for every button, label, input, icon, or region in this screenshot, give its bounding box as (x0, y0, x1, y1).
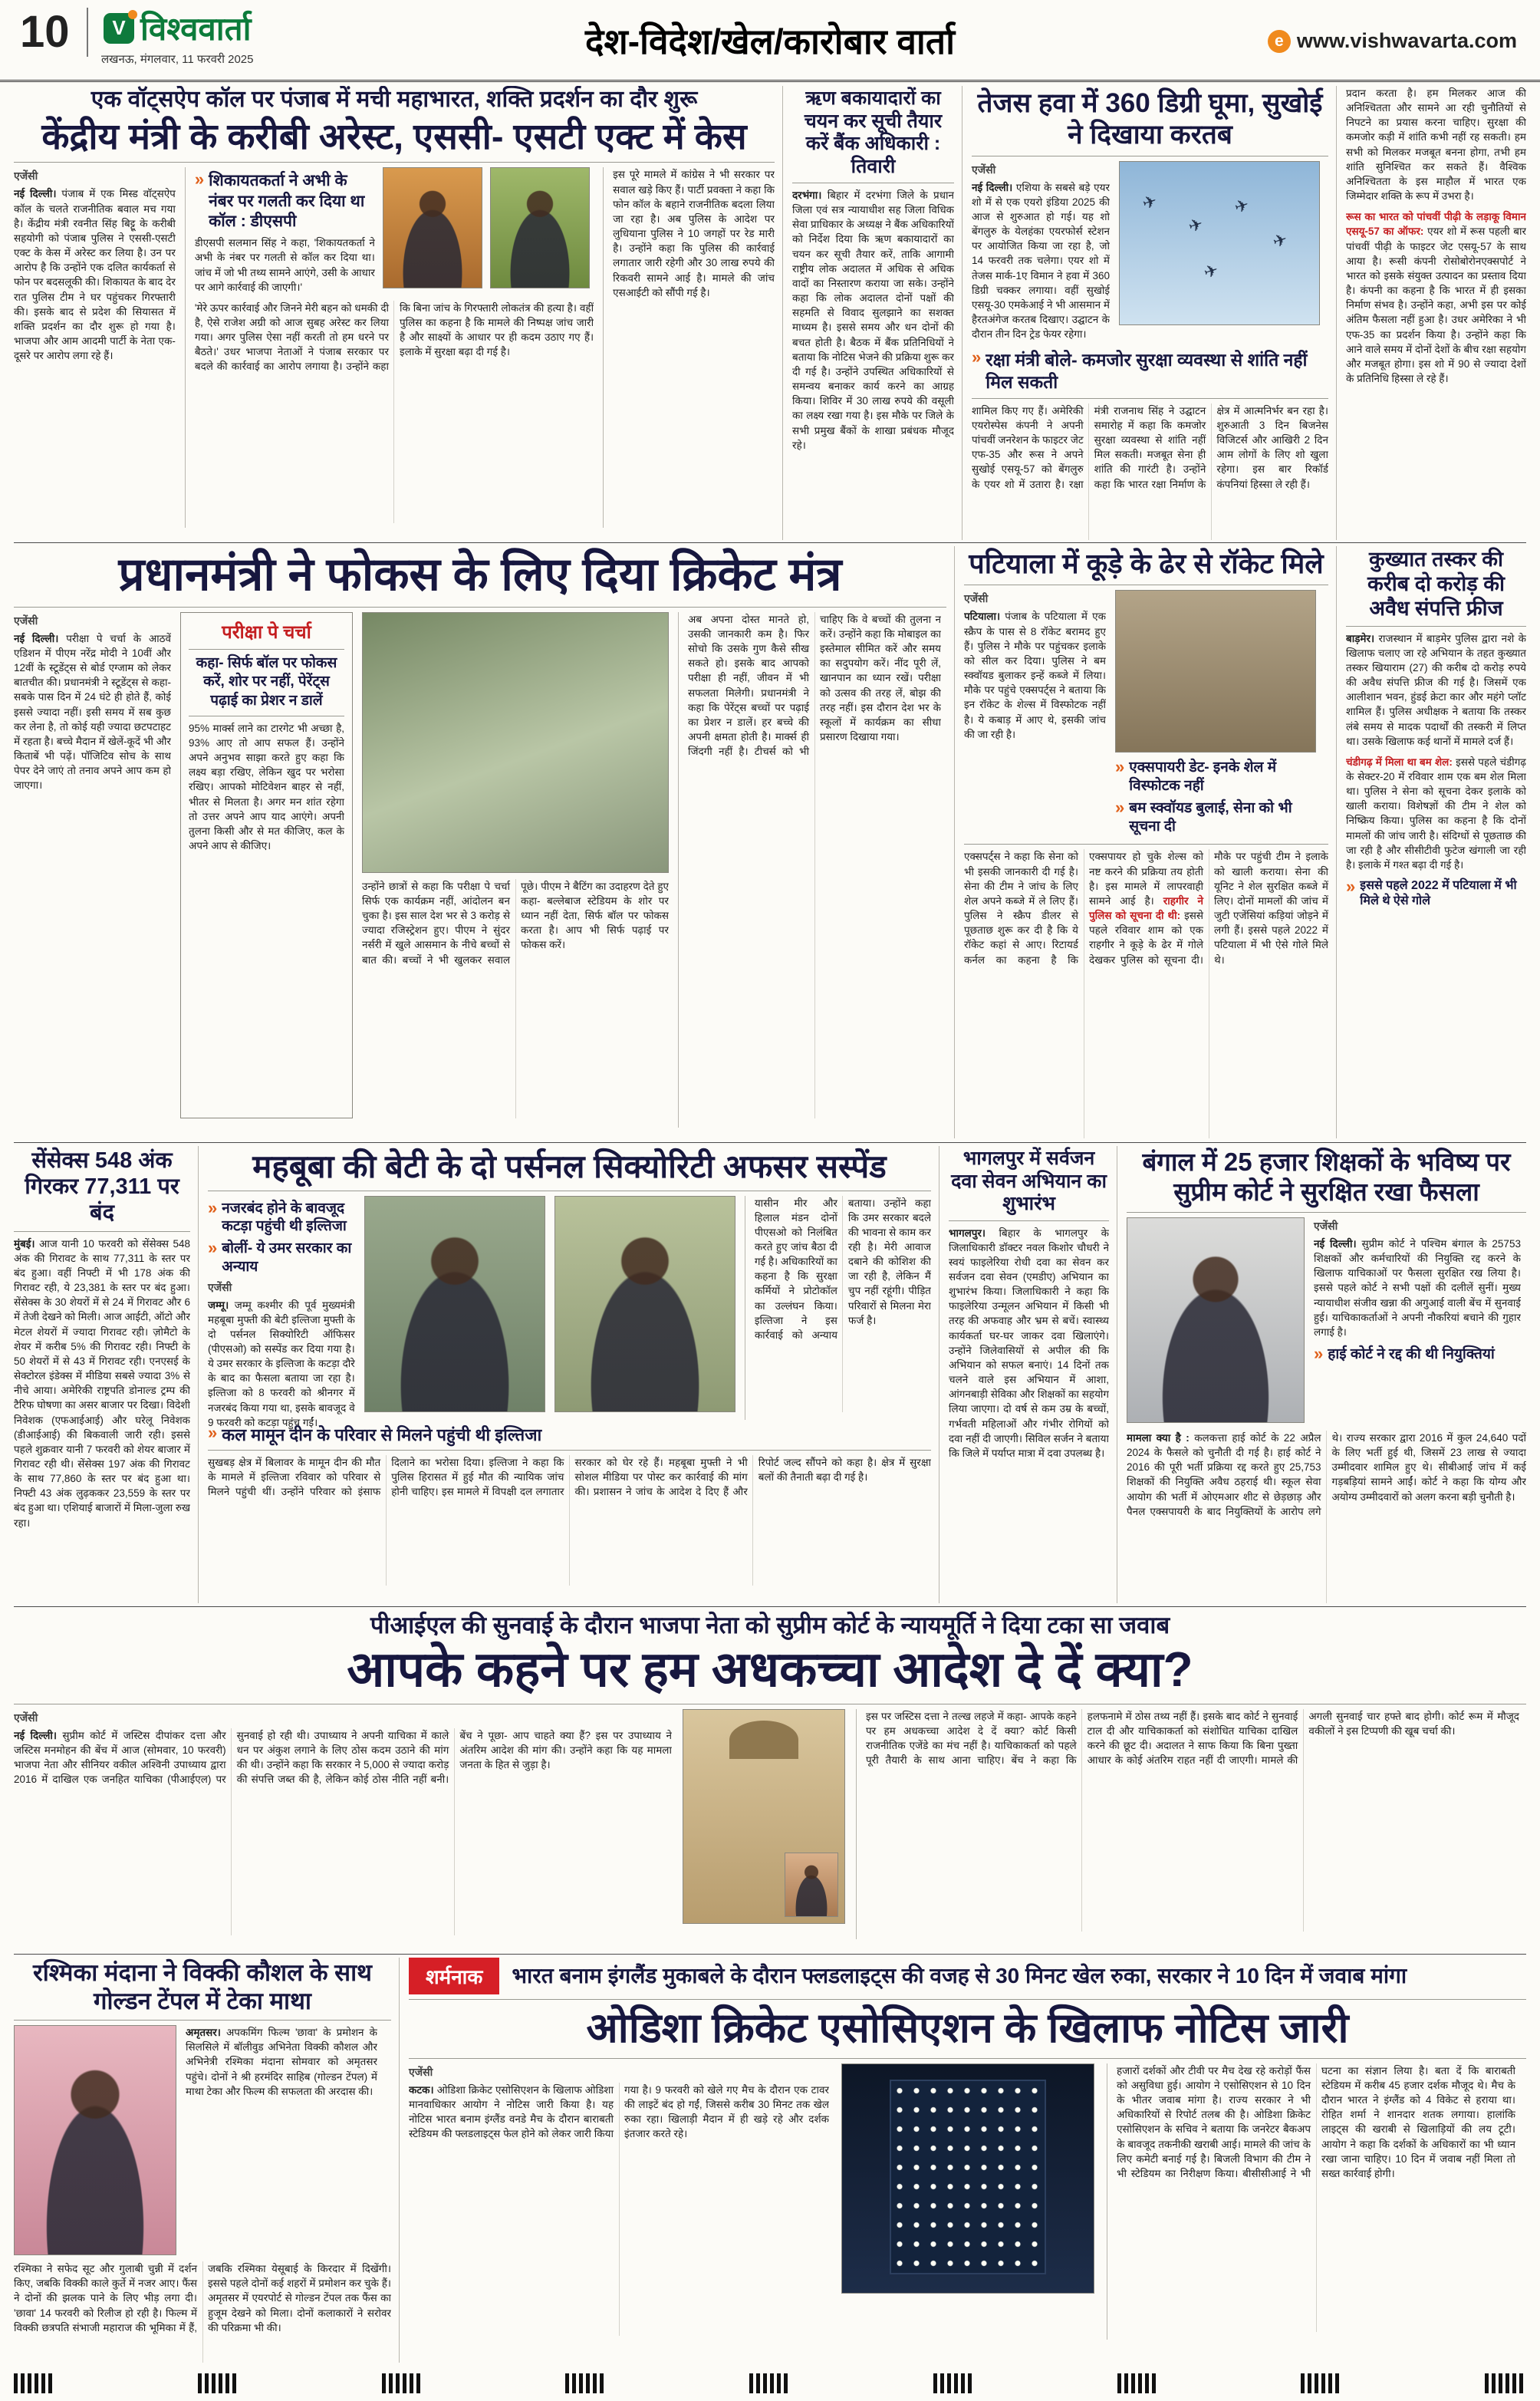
box-body: 95% मार्क्स लाने का टारगेट भी अच्छा है, 93% आए तो आप सफल हैं। उन्होंने अपने अनुभव साझा करते हुए कहा कि लक्ष्य बड़ा रखिए, लेकिन खुद पर भरोसा रखिए। आपको मोटिवेशन बाहर से नहीं, भीतर से मिलता है। अगर मन शांत रहेगा तो उत्तर अपने आप याद आएंगे। अपनी तुलना किसी और से मत कीजिए, कल के अपने आप से कीजिए। (189, 722, 344, 852)
body-text: अपकमिंग फिल्म 'छावा' के प्रमोशन के सिलसिले में बॉलीवुड अभिनेता विक्की कौशल और अभिनेत्री रश्मिका मंदाना सोमवार को अमृतसर पहुंचे। दोनों ने श्री हरमंदिर साहिब (गोल्डन टेंपल) में माथा टेका और फिल्म की सफलता की अरदास की। (186, 2027, 377, 2097)
website-link[interactable] (1268, 29, 1517, 53)
byline: एजेंसी (14, 614, 38, 627)
bullet-headline: एक्सपायरी डेट- इनके शेल में विस्फोटक नहीं (1129, 759, 1277, 795)
chevron-bullet-icon: » (1346, 877, 1356, 897)
divider (14, 1606, 1526, 1607)
print-mark (933, 2373, 975, 2393)
article-kicker: एक वॉट्सऐप कॉल पर पंजाब में मची महाभारत, शक्ति प्रदर्शन का दौर शुरू (90, 87, 698, 112)
bullet-headline: बम स्क्वॉयड बुलाई, सेना को भी सूचना दी (1129, 799, 1292, 835)
dateline: भागलपुर। (949, 1227, 986, 1239)
photo-iltija-mufti (364, 1196, 545, 1412)
body-text: हजारों दर्शकों और टीवी पर मैच देख रहे करोड़ों फैंस को असुविधा हुई। आयोग ने एसोसिएशन से 10 दिन के भीतर जवाब मांगा है। राज्य सरकार ने भी अधिकारियों से रिपोर्ट तलब की है। ओडिशा क्रिकेट एसोसिएशन के सचिव ने बताया कि जनरेटर बैकअप के बावजूद तकनीकी खराबी आई। मामले की जांच के लिए कमेटी बनाई गई है। बिजली विभाग की टीम ने भी स्टेडियम का निरीक्षण किया। (1117, 2064, 1311, 2179)
photo-fighter-jets (1119, 161, 1320, 325)
print-mark (198, 2373, 239, 2393)
chevron-bullet-icon: » (208, 1197, 218, 1217)
sharmnaak-strip (409, 1958, 1526, 1994)
body-text: रश्मिका ने सफेद सूट और गुलाबी चुन्नी में दर्शन किए, जबकि विक्की काले कुर्ते में नजर आए। फैंस ने दोनों की झलक पाने के लिए भीड़ लगा दी। 'छावा' 14 फरवरी को रिलीज हो रही है। फिल्म में विक्की छत्रपति संभाजी महाराज की भूमिका में हैं, जबकि रश्मिका येसूबाई के किरदार में दिखेंगी। इससे पहले दोनों कई शहरों में प्रमोशन कर चुके हैं। अमृतसर में एयरपोर्ट से गोल्डन टेंपल तक फैंस का हुजूम देखने को मिला। दोनों कलाकारों ने सरोवर की परिक्रमा भी की। (14, 2263, 391, 2333)
article-kicker: पीआईएल की सुनवाई के दौरान भाजपा नेता को सुप्रीम कोर्ट के न्यायमूर्ति ने दिया टका सा जवाब (370, 1612, 1170, 1639)
court-dome-icon (729, 1721, 798, 1759)
body-text: बिहार में दरभंगा जिले के प्रधान जिला एवं सत्र न्यायाधीश सह जिला विधिक सेवा प्राधिकार के अध्यक्ष ने बैंक अधिकारियों को निर्देश दिया कि ऋण बकायादारों का चयन कर सूची तैयार करें, ताकि आगामी राष्ट्रीय लोक अदालत में अधिक से अधिक वादों का निस्तारण कराया जा सके। उन्होंने कहा कि लोक अदालत दोनों पक्षों की सहमति से विवाद सुलझाने का सशक्त माध्यम है। इससे समय और धन दोनों की बचत होती है। बैठक में बैंक प्रतिनिधियों ने बताया कि नोटिस भेजने की प्रक्रिया शुरू कर दी गई है। उन्होंने उपस्थित अधिकारियों से समन्वय बनाकर कार्य करने का आग्रह किया। शिविर में 30 लाख रुपये की वसूली का लक्ष्य रखा गया है। इस मौके पर जिले के सभी प्रमुख बैंकों के शाखा प्रबंधक मौजूद रहे। (792, 189, 954, 451)
dateline: अमृतसर। (186, 2027, 221, 2039)
byline: एजेंसी (409, 2065, 433, 2078)
article-headline: सेंसेक्स 548 अंक गिरकर 77,311 पर बंद (25, 1148, 179, 1226)
print-mark (1117, 2373, 1159, 2393)
byline: एजेंसी (1314, 1219, 1338, 1232)
body-text: जम्मू कश्मीर की पूर्व मुख्यमंत्री महबूबा मुफ्ती की बेटी इल्तिजा मुफ्ती के दो पर्सनल सिक्योरिटी ऑफिसर (पीएसओ) को सस्पेंड कर दिया गया है। ये उमर सरकार के इल्तिजा के कटड़ा दौरे के बाद का फैसला बताया जा रहा है। इल्तिजा को 8 फरवरी को श्रीनगर में नजरबंद किया गया था, इसके बावजूद वे 9 फरवरी को कटड़ा पहुंच गईं। (208, 1299, 355, 1428)
body-text: सुप्रीम कोर्ट ने पश्चिम बंगाल के 25753 शिक्षकों और कर्मचारियों की नियुक्ति रद्द करने के खिलाफ याचिकाओं पर फैसला सुरक्षित रख लिया है। इससे पहले कोर्ट ने सभी पक्षों की दलीलें सुनीं। मुख्य न्यायाधीश संजीव खन्ना की अगुआई वाली बेंच में सुनवाई हुई। याचिकाकर्ताओं ने अपनी नौकरियां बचाने की गुहार लगाई है। (1314, 1237, 1521, 1338)
print-mark (565, 2373, 607, 2393)
article-bhagalpur-mda (939, 1146, 1109, 1603)
photo-rashmika-mandanna (14, 2025, 176, 2255)
photo-rocket-debris (1115, 590, 1316, 753)
byline: एजेंसी (14, 170, 38, 183)
divider (14, 542, 1526, 543)
globe-icon: e (1268, 30, 1291, 53)
photo-cm-portrait (490, 167, 590, 288)
body-text: एयर शो में रूस पहली बार पांचवीं पीढ़ी के फाइटर जेट एसयू-57 के साथ आया है। रूसी कंपनी रोसोबोरोनएक्सपोर्ट ने भारत को इसके संयुक्त उत्पादन का प्रस्ताव दिया है। कंपनी का कहना है कि भारत में ही इसका निर्माण संभव है। उन्होंने कहा, अभी इस पर कोई अंतिम फैसला नहीं हुआ है। उधर अमेरिका ने भी एफ-35 का प्रदर्शन किया है। उन्होंने कहा कि आने वाले समय में दोनों देशों के बीच रक्षा सहयोग और मजबूत होगा। इस शो में 90 से ज्यादा देशों के प्रतिनिधि हिस्सा ले रहे हैं। (1346, 226, 1526, 384)
body-text: पंजाब के पटियाला में एक स्क्रैप के पास से 8 रॉकेट बरामद हुए हैं। पुलिस ने मौके पर पहुंचकर इलाके को सील कर दिया। पुलिस ने बम स्क्वॉयड बुलाकर इन्हें कब्जे में लिया। मौके पर पहुंचे एक्सपर्ट्स ने बताया कि इन रॉकेट के शेल्स में विस्फोटक नहीं है। ये कबाड़ में आए थे, इसकी जांच की जा रही है। (964, 611, 1106, 740)
body-text: एक्सपर्ट्स ने कहा कि सेना को भी इसकी जानकारी दी गई है। सेना की टीम ने जांच के लिए शेल अपने कब्जे में ले लिए हैं। पुलिस ने स्क्रैप डीलर से पूछताछ शुरू कर दी है कि ये रॉकेट कहां से आए। रिटायर्ड कर्नल का कहना है कि एक्सपायर हो चुके शेल्स को नष्ट करने की प्रक्रिया तय होती है। इस मामले में लापरवाही सामने आई है। (964, 851, 1203, 966)
masthead (0, 0, 1540, 82)
box-label: परीक्षा पे चर्चा (222, 621, 311, 643)
print-mark (1485, 2373, 1526, 2393)
body-text: पंजाब में एक मिस्ड वॉट्सऐप कॉल के चलते राजनीतिक बवाल मच गया है। केंद्रीय मंत्री रवनीत सिंह बिट्टू के करीबी सहयोगी को पंजाब पुलिस ने एससी-एसटी एक्ट के केस में अरेस्ट कर लिया है। उन पर आरोप है कि उन्होंने एक दलित कार्यकर्ता से फोन पर बदसलूकी की। शिकायत के बाद देर रात पुलिस टीम ने घर पहुंचकर गिरफ्तारी की। इसके बाद से प्रदेश की सियासत में शक्ति प्रदर्शन का दौर शुरू हो गया है। भाजपा और आम आदमी पार्टी के नेता एक-दूसरे पर आरोप लगा रहे हैं। (14, 188, 176, 362)
divider (14, 1954, 1526, 1955)
body-text: परीक्षा पे चर्चा के आठवें एडिशन में पीएम नरेंद्र मोदी ने 10वीं और 12वीं के स्टूडेंट्स से बोर्ड एग्जाम को लेकर बातचीत की। प्रधानमंत्री ने स्टूडेंट्स से कहा- सबके पास दिन में 24 घंटे ही होते हैं, कोई इससे ज्यादा नहीं। इसी समय में सब कुछ कर लेना है, तो कोई यही ज्यादा छटपटाहट में रहता है। बच्चे मैदान में खेलें-कूदें भी और किताबें भी पढ़ें। पॉजिटिव सोच के साथ पेपर देने जाएं तो तनाव अपने आप कम हो जाएगा। (14, 632, 171, 792)
chevron-bullet-icon: » (972, 347, 982, 367)
photo-floodlight-tower (841, 2063, 1094, 2294)
brand (101, 6, 254, 67)
body-text: शामिल किए गए हैं। अमेरिकी एयरोस्पेस कंपनी ने अपनी पांचवीं जनरेशन के फाइटर जेट एफ-35 और रूस ने अपने सुखोई एसयू-57 को बेंगलुरु के एयर शो में उतारा है। रक्षा मंत्री राजनाथ सिंह ने उद्घाटन समारोह में कहा कि कमजोर सुरक्षा व्यवस्था से शांति नहीं मिल सकती। मजबूत सेना ही शांति की गारंटी है। उन्होंने कहा कि भारत रक्षा निर्माण के क्षेत्र में आत्मनिर्भर बन रहा है। शुरुआती 3 दिन बिजनेस विजिटर्स और आखिरी 2 दिन आम लोगों के लिए शो खुला रहेगा। इस बार रिकॉर्ड कंपनियां हिस्सा ले रही हैं। (972, 404, 1328, 490)
article-patiala-rockets (954, 546, 1328, 1138)
article-headline: ऋण बकायादारों का चयन कर सूची तैयार करें बैंक अधिकारी : तिवारी (804, 87, 943, 177)
article-sensex (14, 1146, 190, 1603)
print-registration-marks (14, 2373, 1526, 2393)
photo-minister-aide (383, 167, 482, 288)
note-body: डीएसपी सलमान सिंह ने कहा, 'शिकायतकर्ता ने अभी के नंबर पर गलती से कॉल कर दिया था। जांच में जो भी तथ्य सामने आएंगे, उसी के आधार पर आगे कार्रवाई की जाएगी।' (194, 237, 375, 293)
body-text: अब अपना दोस्त मानते हो, उसकी जानकारी कम है। फिर सोचो कि उसके गुण कैसे सीख सकते हो। इसके बाद आपको परीक्षा ही नहीं, जीवन में भी सफलता मिलेगी। प्रधानमंत्री ने कहा कि पेरेंट्स बच्चों पर पढ़ाई का प्रेशर न डालें। हर बच्चे की अपनी क्षमता होती है। मार्क्स ही जिंदगी नहीं है। टीचर्स को भी चाहिए कि वे बच्चों की तुलना न करें। उन्होंने कहा कि मोबाइल का इस्तेमाल सीमित करें और समय का सदुपयोग करें। नींद पूरी लें, खानपान का ध्यान रखें। परीक्षा को उत्सव की तरह लें, बोझ की तरह नहीं। इस दौरान देश भर के स्कूलों में कार्यक्रम का सीधा प्रसारण दिखाया गया। (688, 613, 941, 758)
article-headline: केंद्रीय मंत्री के करीबी अरेस्ट, एससी- एसटी एक्ट में केस (41, 116, 747, 156)
body-text: सुखबड़ क्षेत्र में बिलावर के मामून दीन की मौत के मामले में इल्तिजा रविवार को परिवार से मिलने पहुंची थीं। उन्होंने परिवार को इंसाफ दिलाने का भरोसा दिया। इल्तिजा ने कहा कि पुलिस हिरासत में हुई मौत की न्यायिक जांच होनी चाहिए। इस मामले में विपक्षी दल लगातार सरकार को घेर रहे हैं। महबूबा मुफ्ती ने भी सोशल मीडिया पर पोस्ट कर कार्रवाई की मांग की। प्रशासन ने जांच के आदेश दे दिए हैं और रिपोर्ट जल्द सौंपने को कहा है। क्षेत्र में सुरक्षा बलों की तैनाती बढ़ा दी गई है। (208, 1457, 931, 1498)
byline: एजेंसी (964, 592, 989, 605)
article-headline: आपके कहने पर हम अधकच्चा आदेश दे दें क्या? (347, 1642, 1193, 1698)
dateline: नई दिल्ली। (14, 1729, 58, 1741)
article-pm-cricket-mantra (14, 546, 946, 1138)
dateline: पटियाला। (964, 611, 1001, 623)
body-text: बीसीसीआई ने भी घटना का संज्ञान लिया है। बता दें कि बाराबती स्टेडियम में करीब 45 हजार दर्शक मौजूद थे। मैच के दौरान भारत ने इंग्लैंड को 4 विकेट से हराया था। रोहित शर्मा ने शानदार शतक लगाया। हालांकि लाइट्स की खराबी से खिलाड़ियों की लय टूटी। आयोग ने कहा कि दर्शकों के अधिकारों का भी ध्यान रखा जाना चाहिए। 10 दिन में जवाब नहीं मिला तो सख्त कार्रवाई होगी। (1242, 2064, 1515, 2179)
article-headline: रश्मिका मंदाना ने विक्की कौशल के साथ गोल्डन टेंपल में टेका माथा (33, 1959, 372, 2014)
photo-modi-students (362, 612, 669, 873)
body-text: यासीन मीर और हिलाल मंडन दोनों पीएसओ को निलंबित करते हुए जांच बैठा दी गई है। अधिकारियों का कहना है कि सुरक्षा कर्मियों ने प्रोटोकॉल का उल्लंघन किया। इल्तिजा ने इस कार्रवाई को अन्याय बताया। उन्होंने कहा कि उमर सरकार बदले की भावना से काम कर रही है। मेरी आवाज दबाने की कोशिश की जा रही है, लेकिन मैं चुप नहीं रहूंगी। पीड़ित परिवारों से मिलना मेरा फर्ज है। (754, 1197, 931, 1341)
body-text: इस पूरे मामले में कांग्रेस ने भी सरकार पर सवाल खड़े किए हैं। पार्टी प्रवक्ता ने कहा कि फोन कॉल के बहाने राजनीतिक बदला लिया जा रहा है। अब पुलिस के आदेश पर लुधियाना पुलिस ने 10 जगहों पर रेड मारी है। उन्होंने कहा कि पुलिस की कार्रवाई लगातार जारी रहेगी और 30 लाख रुपये की रिकवरी सामने आई है। मामले की जांच एसआईटी को सौंपी गई है। (613, 169, 775, 298)
shame-badge: शर्मनाक (409, 1958, 499, 1994)
page-number: 10 (20, 8, 88, 57)
byline: एजेंसी (14, 1711, 38, 1724)
body-text: कलकत्ता हाई कोर्ट के 22 अप्रैल 2024 के फैसले को चुनौती दी गई है। हाई कोर्ट ने 2016 की पूरी भर्ती प्रक्रिया रद्द करते हुए 25,753 शिक्षकों की नियुक्ति अवैध ठहराई थी। स्कूल सेवा आयोग की भर्ती में ओएमआर शीट से छेड़छाड़ और पैनल एक्सपायरी के बाद नियुक्तियों के आरोप लगे थे। राज्य सरकार द्वारा 2016 में कुल 24,640 पदों के लिए भर्ती हुई थी, जिसमें 23 लाख से ज्यादा उम्मीदवार शामिल हुए थे। सीबीआई जांच में कई गड़बड़ियां सामने आईं। कोर्ट ने कहा कि योग्य और अयोग्य उम्मीदवारों को अलग करना बड़ी चुनौती है। (1127, 1431, 1526, 1517)
byline: एजेंसी (208, 1280, 232, 1293)
side-headline: नजरबंद होने के बावजूद कटड़ा पहुंची थी इल्तिजा (222, 1200, 347, 1235)
edition-date: लखनऊ, मंगलवार, 11 फरवरी 2025 (101, 53, 254, 66)
pariksha-pe-charcha-box (180, 612, 353, 1118)
article-headline: प्रधानमंत्री ने फोकस के लिए दिया क्रिकेट मंत्र (118, 548, 842, 600)
article-smuggler-property (1336, 546, 1526, 1138)
body-text: आज यानी 10 फरवरी को सेंसेक्स 548 अंक की गिरावट के साथ 77,311 के स्तर पर बंद हुआ। वहीं निफ्टी में भी 178 अंक की गिरावट रही, ये 23,381 के स्तर पर बंद हुआ। सेंसेक्स के 30 शेयरों में से 24 में गिरावट और 6 में तेजी देखने को मिली। आज आईटी, ऑटो और मेटल शेयरों में ज्यादा गिरावट रही। ज़ोमैटो के शेयर में करीब 5% की गिरावट रही। निफ्टी के 50 शेयरों में से 43 में गिरावट रही। एनएसई के सेक्टोरल इंडेक्स में मीडिया सबसे ज्यादा 3% से नीचे आया। अमेरिकी राष्ट्रपति डोनाल्ड ट्रम्प की टैरिफ घोषणा का असर बाजार पर दिखा। विदेशी निवेशक (एफआईआई) और घरेलू निवेशक (डीआईआई) की बिकवाली जारी रही। इससे पहले शुक्रवार यानी 7 फरवरी को शेयर बाजार में गिरावट रही थी। सेंसेक्स 197 अंक की गिरावट के साथ 77,860 के स्तर पर बंद हुआ था। निफ्टी 43 अंक लुढ़ककर 23,559 के स्तर पर बंद हुआ था। एशियाई बाजारों में मिला-जुला रुख रहा। (14, 1237, 190, 1529)
box-quote: कहा- सिर्फ बॉल पर फोकस करें, शोर पर नहीं, पेरेंट्स पढ़ाई का प्रेशर न डालें (196, 654, 337, 710)
floodlight-panel-icon (890, 2080, 1046, 2274)
article-headline: तेजस हवा में 360 डिग्री घूमा, सुखोई ने दिखाया करतब (977, 88, 1323, 150)
newspaper-title: विश्ववार्ता (140, 11, 252, 47)
red-subhead: रूस का भारत को पांचवीं पीढ़ी के लड़ाकू विमान एसयू-57 का ऑफर: (1346, 211, 1526, 238)
article-rashmika-temple (14, 1958, 391, 2363)
chevron-bullet-icon: » (1115, 757, 1125, 777)
dateline: दरभंगा। (792, 189, 822, 201)
print-mark (14, 2373, 55, 2393)
body-text: बिहार के भागलपुर के जिलाधिकारी डॉक्टर नवल किशोर चौधरी ने स्वयं फाइलेरिया रोधी दवा का सेवन कर सर्वजन दवा सेवन (एमडीए) अभियान का शुभारंभ किया। जिलाधिकारी ने कहा कि फाइलेरिया उन्मूलन अभियान में किसी भी तरह की अफवाह और भ्रम से बचें। स्वास्थ्य कार्यकर्ता घर-घर जाकर दवा खिलाएंगे। उन्होंने जिलेवासियों से अपील की कि अभियान को सफल बनाएं। 14 दिनों तक चलने वाले इस अभियान में आशा, आंगनबाड़ी सेविका और शिक्षकों का सहयोग लिया जाएगा। दो वर्ष से कम उम्र के बच्चों, गर्भवती महिलाओं और गंभीर रोगियों को दवा नहीं दी जाएगी। सिविल सर्जन ने बताया कि जिले में पर्याप्त मात्रा में दवा उपलब्ध है। (949, 1227, 1109, 1459)
dateline: नई दिल्ली। (972, 181, 1013, 193)
jet-icon: ✈ (1232, 194, 1252, 217)
jet-icon: ✈ (1186, 213, 1206, 236)
newspaper-logo-icon: V (104, 13, 134, 44)
chevron-bullet-icon: » (208, 1238, 218, 1258)
article-headline: ओडिशा क्रिकेट एसोसिएशन के खिलाफ नोटिस जारी (586, 2005, 1349, 2051)
divider (14, 1142, 1526, 1143)
article-headline: कुख्यात तस्कर की करीब दो करोड़ की अवैध संपत्ति फ्रीज (1367, 548, 1505, 620)
red-subhead: चंडीगढ़ में मिला था बम शेल: (1346, 756, 1453, 768)
article-headline: भागलपुर में सर्वजन दवा सेवन अभियान का शुभारंभ (951, 1148, 1107, 1214)
article-pil-adhkachcha (14, 1611, 1526, 1950)
body-text: इससे पहले रविवार शाम को एक राहगीर ने कूड़े के ढेर में गोले देखकर पुलिस को सूचना दी। मौके पर पहुंची टीम ने इलाके को खाली कराया। सेना की यूनिट ने शेल सुरक्षित कब्जे में लिए। दोनों मामलों की जांच में जुटी एजेंसियां कड़ियां जोड़ने में लगी हैं। इससे पहले 2022 में पटियाला में भी ऐसे गोले मिले थे। (1089, 851, 1328, 966)
article-tejas-airshow (962, 86, 1328, 540)
dateline: बाड़मेर। (1346, 632, 1375, 644)
dateline: कटक। (409, 2083, 434, 2096)
article-whatsapp-arrest (14, 86, 775, 540)
body-text: उन्होंने छात्रों से कहा कि परीक्षा पे चर्चा सिर्फ एक कार्यक्रम नहीं, आंदोलन बन चुका है। इस साल देश भर से 3 करोड़ से ज्यादा रजिस्ट्रेशन हुए। पीएम ने सुंदर नर्सरी में खुले आसमान के नीचे बच्चों से बात की। बच्चों ने भी खुलकर सवाल पूछे। पीएम ने बैटिंग का उदाहरण देते हुए कहा- बल्लेबाज स्टेडियम के शोर पर ध्यान नहीं देता, सिर्फ बॉल पर फोकस करता है। आप भी सिर्फ पढ़ाई पर फोकस करें। (362, 880, 669, 966)
photo-mehbooba-mufti (554, 1196, 735, 1412)
jet-icon: ✈ (1201, 259, 1221, 282)
article-headline: बंगाल में 25 हजार शिक्षकों के भविष्य पर सुप्रीम कोर्ट ने सुरक्षित रखा फैसला (1142, 1148, 1511, 1206)
mid-headline: कल मामून दीन के परिवार से मिलने पहुंची थी इल्तिजा (222, 1424, 542, 1444)
photo-petitioner-inset (785, 1853, 838, 1917)
body-text: इस पर जस्टिस दत्ता ने तल्ख लहजे में कहा- आपके कहने पर हम अधकच्चा आदेश दे दें क्या? कोर्ट किसी राजनीतिक एजेंडे का मंच नहीं है। याचिकाकर्ता को पहले पूरी तैयारी के साथ आना चाहिए। बेंच ने कहा कि हलफनामे में ठोस तथ्य नहीं हैं। इसके बाद कोर्ट ने सुनवाई टाल दी और याचिकाकर्ता को संशोधित याचिका दाखिल करने की छूट दी। अदालत ने साफ किया कि बिना पुख्ता आधार के कोई अंतरिम राहत नहीं दी जाएगी। मामले की अगली सुनवाई चार हफ्ते बाद होगी। कोर्ट रूम में मौजूद वकीलों ने इस टिप्पणी की खूब चर्चा की। (866, 1710, 1519, 1767)
print-mark (749, 2373, 791, 2393)
strip-headline: भारत बनाम इंगलैंड मुकाबले के दौरान फ्लडलाइट्स की वजह से 30 मिनट खेल रुका, सरकार ने 10 दिन में जवाब मांगा (512, 1964, 1407, 1988)
body-text: 'मेरे ऊपर कार्रवाई और जिनने मेरी बहन को धमकी दी है, ऐसे राजेश अग्री को आज सुबह अरेस्ट कर लिया गया। अगर पुलिस ऐसा नहीं करती तो हम धरने पर बैठते।' उधर भाजपा नेताओं ने पंजाब सरकार पर बदले की कार्रवाई का आरोप लगाया है। उन्होंने कहा कि बिना जांच के गिरफ्तारी लोकतंत्र की हत्या है। वहीं पुलिस का कहना है कि मामले की निष्पक्ष जांच जारी है और साक्ष्यों के आधार पर ही कदम उठाए गए हैं। इलाके में सुरक्षा बढ़ा दी गई है। (194, 301, 594, 373)
photo-mamata-banerjee (1127, 1217, 1305, 1423)
body-text: ओडिशा क्रिकेट एसोसिएशन के खिलाफ ओडिशा मानवाधिकार आयोग ने नोटिस जारी किया है। यह नोटिस भारत बनाम इंग्लैंड वनडे मैच के दौरान बाराबती स्टेडियम की फ्लडलाइट्स फेल होने को लेकर जारी किया गया है। 9 फरवरी को खेले गए मैच के दौरान एक टावर की लाइटें बंद हो गईं, जिससे करीब 30 मिनट तक खेल रुका रहा। खिलाड़ी मैदान में ही खड़े रहे और दर्शक इंतजार करते रहे। (409, 2083, 829, 2140)
red-subhead: राहगीर ने पुलिस को सूचना दी थी: (1089, 894, 1203, 922)
body-text: इससे पहले चंडीगढ़ के सेक्टर-20 में रविवार शाम एक बम शेल मिला था। पुलिस ने सेना को सूचना देकर इलाके को खाली कराया। विशेषज्ञों की टीम ने शेल को निष्क्रिय किया। पुलिस का कहना है कि दोनों मामलों की जांच जारी है। संदिग्धों से पूछताछ की जा रही है और सीसीटीवी फुटेज खंगाली जा रही है। इलाके में गश्त बढ़ा दी गई है। (1346, 756, 1526, 871)
side-headline: बोलीं- ये उमर सरकार का अन्याय (222, 1240, 352, 1275)
dateline: मुंबई। (14, 1237, 35, 1250)
print-mark (382, 2373, 423, 2393)
case-subhead: मामला क्या है : (1127, 1431, 1190, 1444)
body-text: राजस्थान में बाड़मेर पुलिस द्वारा नशे के खिलाफ चलाए जा रहे अभियान के तहत कुख्यात तस्कर खियाराम (27) की करीब दो करोड़ रुपये की अवैध संपत्ति फ्रीज की गई है। जिसमें एक आलीशान भवन, हुंडई क्रेटा कार और महंगे प्लॉट शामिल हैं। पुलिस अधीक्षक ने बताया कि तस्कर लंबे समय से मादक पदार्थों की तस्करी में लिप्त था। उसके खिलाफ कई थानों में मामले दर्ज हैं। (1346, 632, 1526, 747)
chevron-bullet-icon: » (1314, 1343, 1324, 1363)
dateline: नई दिल्ली। (1314, 1237, 1357, 1250)
dateline: नई दिल्ली। (14, 632, 59, 644)
body-text: सुप्रीम कोर्ट में जस्टिस दीपांकर दत्ता और जस्टिस मनमोहन की बेंच में आज (सोमवार, 10 फरवरी) भाजपा नेता और सीनियर वकील अश्विनी उपाध्याय द्वारा 2016 में दाखिल एक जनहित याचिका (पीआईएल) पर सुनवाई हो रही थी। उपाध्याय ने अपनी याचिका में काले धन पर अंकुश लगाने के लिए ठोस कदम उठाने की मांग की थी। उन्होंने कहा कि सरकार ने 5,000 से ज्यादा करोड़ की संपत्ति जब्त की है, लेकिन कोई ठोस नीति नहीं बनी। बेंच ने पूछा- आप चाहते क्या हैं? इस पर उपाध्याय ने अंतरिम आदेश की मांग की। उन्होंने कहा कि यह मामला जनता के हित से जुड़ा है। (14, 1729, 672, 1786)
dateline: नई दिल्ली। (14, 188, 57, 200)
article-headline: महबूबा की बेटी के दो पर्सनल सिक्योरिटी अफसर सस्पेंड (252, 1148, 887, 1184)
article-mehbooba-pso (198, 1146, 931, 1603)
chevron-bullet-icon: » (1115, 797, 1125, 817)
sub-headline: रक्षा मंत्री बोले- कमजोर सुरक्षा व्यवस्था से शांति नहीं मिल सकती (986, 350, 1308, 393)
article-odisha-notice-wrap (399, 1958, 1526, 2363)
article-bengal-teachers (1117, 1146, 1526, 1603)
article-headline: पटियाला में कूड़े के ढेर से रॉकेट मिले (969, 548, 1324, 579)
byline: एजेंसी (972, 163, 996, 176)
website-url[interactable]: www.vishwavarta.com (1296, 29, 1517, 52)
bullet-headline: हाई कोर्ट ने रद्द की थी नियुक्तियां (1328, 1345, 1495, 1362)
article-su57-offer (1336, 86, 1526, 540)
jet-icon: ✈ (1140, 190, 1160, 213)
jet-icon: ✈ (1270, 229, 1290, 252)
section-title: देश-विदेश/खेल/कारोबार वार्ता (585, 21, 955, 61)
body-text: एशिया के सबसे बड़े एयर शो में से एक एयरो इंडिया 2025 की आज से शुरुआत हो गई। यह शो बेंगलुरु के येलहंका एयरफोर्स स्टेशन पर आयोजित किया जा रहा है, जो 14 फरवरी तक चलेगा। एयर शो में तेजस मार्क-1ए विमान ने हवा में 360 डिग्री चक्कर लगाया। वहीं सुखोई एसयू-30 एमकेआई ने भी आसमान में हैरतअंगेज करतब दिखाए। उद्घाटन के दौरान तीन दिन ट्रेड फेयर रहेगा। (972, 181, 1110, 341)
note-headline: शिकायतकर्ता ने अभी के नंबर पर गलती कर दिया था कॉल : डीएसपी (209, 172, 365, 230)
body-text: प्रदान करता है। हम मिलकर आज की अनिश्चितता और सामने आ रही चुनौतियों से निपटने का प्रयास करना चाहिए। सुरक्षा की कमजोर कड़ी में शांति कभी नहीं रह सकती। हम सभी को मिलकर मजबूत बनना होगा, तभी हम शांति सुनिश्चित कर सकते हैं। वैश्विक अनिश्चितता के इस माहौल में भारत एक जिम्मेदार शक्ति के रूप में उभरा है। (1346, 87, 1526, 203)
dateline: जम्मू। (208, 1299, 229, 1311)
chevron-bullet-icon: » (194, 170, 205, 189)
chevron-bullet-icon: » (208, 1422, 218, 1442)
article-loan-defaulters (782, 86, 954, 540)
print-mark (1301, 2373, 1342, 2393)
bullet-headline: इससे पहले 2022 में पटियाला में भी मिले थे ऐसे गोले (1360, 879, 1517, 908)
